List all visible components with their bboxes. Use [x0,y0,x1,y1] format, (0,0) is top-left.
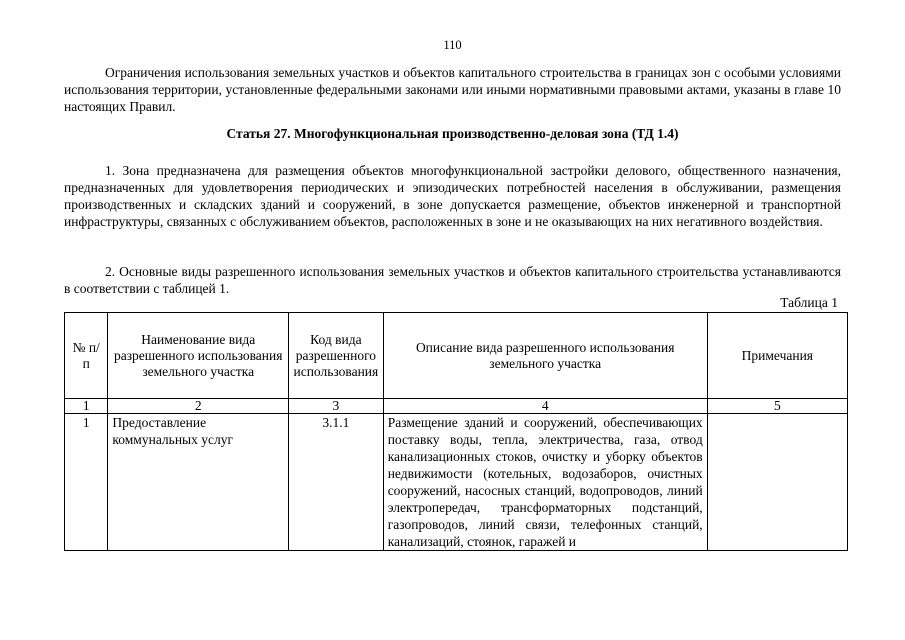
row-use-code: 3.1.1 [289,414,384,551]
column-number: 4 [383,399,707,414]
header-use-description: Описание вида разрешенного использования земельного участка [383,313,707,399]
row-note [707,414,847,551]
header-notes: Примечания [707,313,847,399]
header-number: № п/п [65,313,108,399]
column-number: 1 [65,399,108,414]
permitted-uses-paragraph: 2. Основные виды разрешенного использования земельных участков и объектов капитального строительства устанавливаются в соответствии с таблицей 1. [64,264,841,296]
column-number-row [65,399,848,414]
table-row [65,414,848,551]
permitted-uses-table [64,312,848,551]
row-use-name: Предоставление коммунальных услуг [108,414,289,551]
row-number: 1 [65,414,108,551]
header-use-code: Код вида разрешенного использования [289,313,384,399]
article-heading: Статья 27. Многофункциональная производственно-деловая зона (ТД 1.4) [226,126,679,141]
header-use-name: Наименование вида разрешенного использования земельного участка [108,313,289,399]
column-number: 3 [289,399,384,414]
table-header-row [65,313,848,399]
intro-paragraph: Ограничения использования земельных участков и объектов капитального строительства в границах зон с особыми условиями использования территории, установленные федеральными законами или иными нормативными правовыми актами, указаны в главе 10 настоящих Правил. [64,65,841,114]
row-use-description: Размещение зданий и сооружений, обеспечивающих поставку воды, тепла, электричества, газа, отвод канализационных стоков, очистку и уборку объектов недвижимости (котельных, водозаборов, очистных сооружений, насосных станций, водопроводов, линий электропередач, трансформаторных подстанций, газопроводов, линий связи, телефонных станций, канализаций, стоянок, гаражей и [383,414,707,551]
column-number: 2 [108,399,289,414]
table-caption: Таблица 1 [780,295,838,310]
zone-description-paragraph: 1. Зона предназначена для размещения объектов многофункциональной застройки делового, общественного назначения, предназначенных для удовлетворения периодических и эпизодических потребностей населения в обслуживании, размещения производственных и складских зданий и сооружений, в зоне допускается размещение, объектов инженерной и транспортной инфраструктуры, связанных с обслуживанием объектов, расположенных в зоне и не оказывающих на них негативного воздействия. [64,163,841,229]
page-number: 110 [443,38,462,52]
column-number: 5 [707,399,847,414]
